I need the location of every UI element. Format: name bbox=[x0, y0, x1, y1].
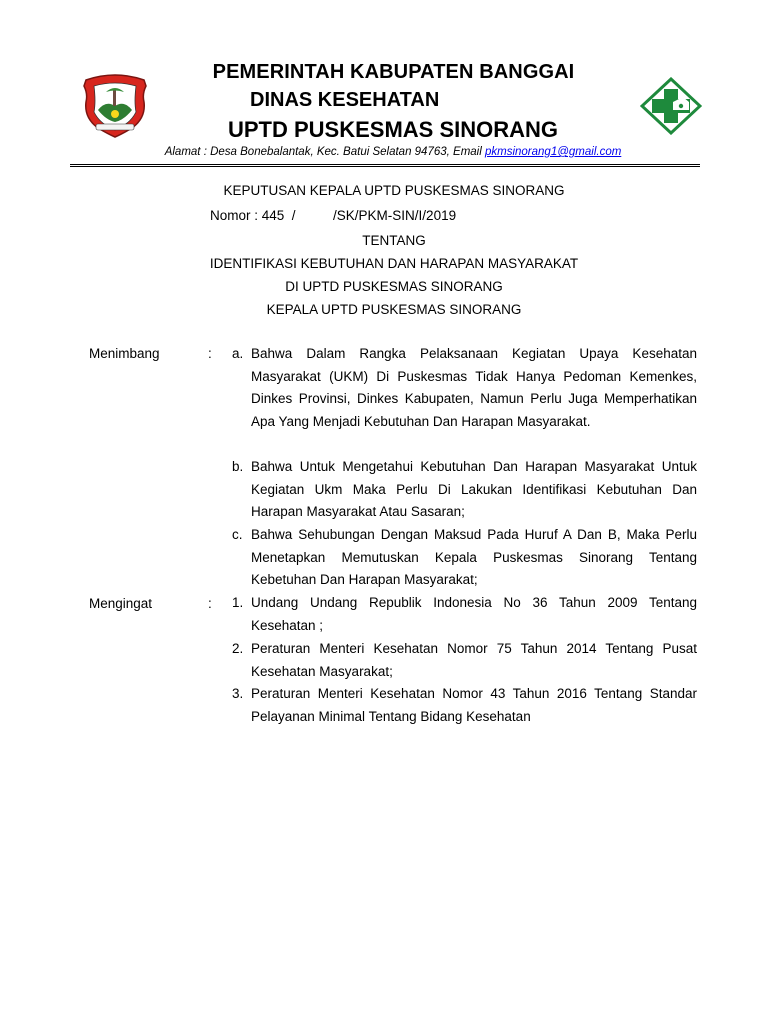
item-marker: 2. bbox=[232, 641, 244, 656]
decree-issuer: KEPALA UPTD PUSKESMAS SINORANG bbox=[266, 302, 522, 317]
menimbang-item-c bbox=[232, 524, 697, 592]
item-marker: a. bbox=[232, 346, 244, 361]
item-text: Undang Undang Republik Indonesia No 36 Tahun 2009 Tentang Kesehatan ; bbox=[251, 595, 697, 633]
decree-title: KEPUTUSAN KEPALA UPTD PUSKESMAS SINORANG bbox=[223, 183, 565, 198]
letterhead-institution: UPTD PUSKESMAS SINORANG bbox=[227, 117, 559, 142]
letterhead-agency: DINAS KESEHATAN bbox=[250, 89, 440, 111]
letterhead-rule-top bbox=[70, 164, 700, 165]
item-marker: c. bbox=[232, 527, 243, 542]
mengingat-item-3 bbox=[232, 683, 697, 728]
mengingat-colon: : bbox=[208, 596, 212, 611]
item-text: Bahwa Untuk Mengetahui Kebutuhan Dan Harapan Masyarakat Untuk Kegiatan Ukm Maka Perlu Di Lakukan Identifikasi Kebutuhan Dan Harapan Masyarakat Atau Sasaran; bbox=[251, 459, 697, 520]
letterhead-government: PEMERINTAH KABUPATEN BANGGAI bbox=[212, 61, 575, 83]
item-text: Peraturan Menteri Kesehatan Nomor 43 Tahun 2016 Tentang Standar Pelayanan Minimal Tentang Bidang Kesehatan bbox=[251, 686, 697, 724]
menimbang-label: Menimbang bbox=[89, 346, 160, 361]
letterhead-rule-bottom bbox=[70, 166, 700, 167]
menimbang-item-a bbox=[232, 343, 697, 434]
decree-subject-line2: DI UPTD PUSKESMAS SINORANG bbox=[285, 279, 503, 294]
letterhead-address bbox=[0, 146, 768, 158]
menimbang-item-b bbox=[232, 456, 697, 524]
item-text: Bahwa Sehubungan Dengan Maksud Pada Huruf A Dan B, Maka Perlu Menetapkan Memutuskan Kepala Puskesmas Sinorang Tentang Kebetuhan Dan Harapan Masyarakat; bbox=[251, 527, 697, 588]
mengingat-label: Mengingat bbox=[89, 596, 153, 611]
address-text: Alamat : Desa Bonebalantak, Kec. Batui Selatan 94763, Email bbox=[164, 146, 485, 158]
item-marker: 3. bbox=[232, 686, 244, 701]
decree-subject-line1: IDENTIFIKASI KEBUTUHAN DAN HARAPAN MASYARAKAT bbox=[209, 256, 579, 271]
email-link[interactable]: pkmsinorang1@gmail.com bbox=[484, 146, 622, 158]
item-marker: b. bbox=[232, 459, 244, 474]
menimbang-colon: : bbox=[208, 346, 212, 361]
decree-about: TENTANG bbox=[362, 233, 426, 248]
mengingat-item-2 bbox=[232, 638, 697, 683]
mengingat-item-1 bbox=[232, 592, 697, 637]
decree-number: Nomor : 445 / /SK/PKM-SIN/I/2019 bbox=[210, 208, 457, 223]
item-text: Peraturan Menteri Kesehatan Nomor 75 Tahun 2014 Tentang Pusat Kesehatan Masyarakat; bbox=[251, 641, 697, 679]
item-text: Bahwa Dalam Rangka Pelaksanaan Kegiatan Upaya Kesehatan Masyarakat (UKM) Di Puskesmas Tidak Hanya Pedoman Kemenkes, Dinkes Provinsi, Dinkes Kabupaten, Namun Perlu Juga Memperhatikan Apa Yang Menjadi Kebutuhan Dan Harapan Masyarakat. bbox=[251, 346, 697, 430]
item-marker: 1. bbox=[232, 595, 244, 610]
